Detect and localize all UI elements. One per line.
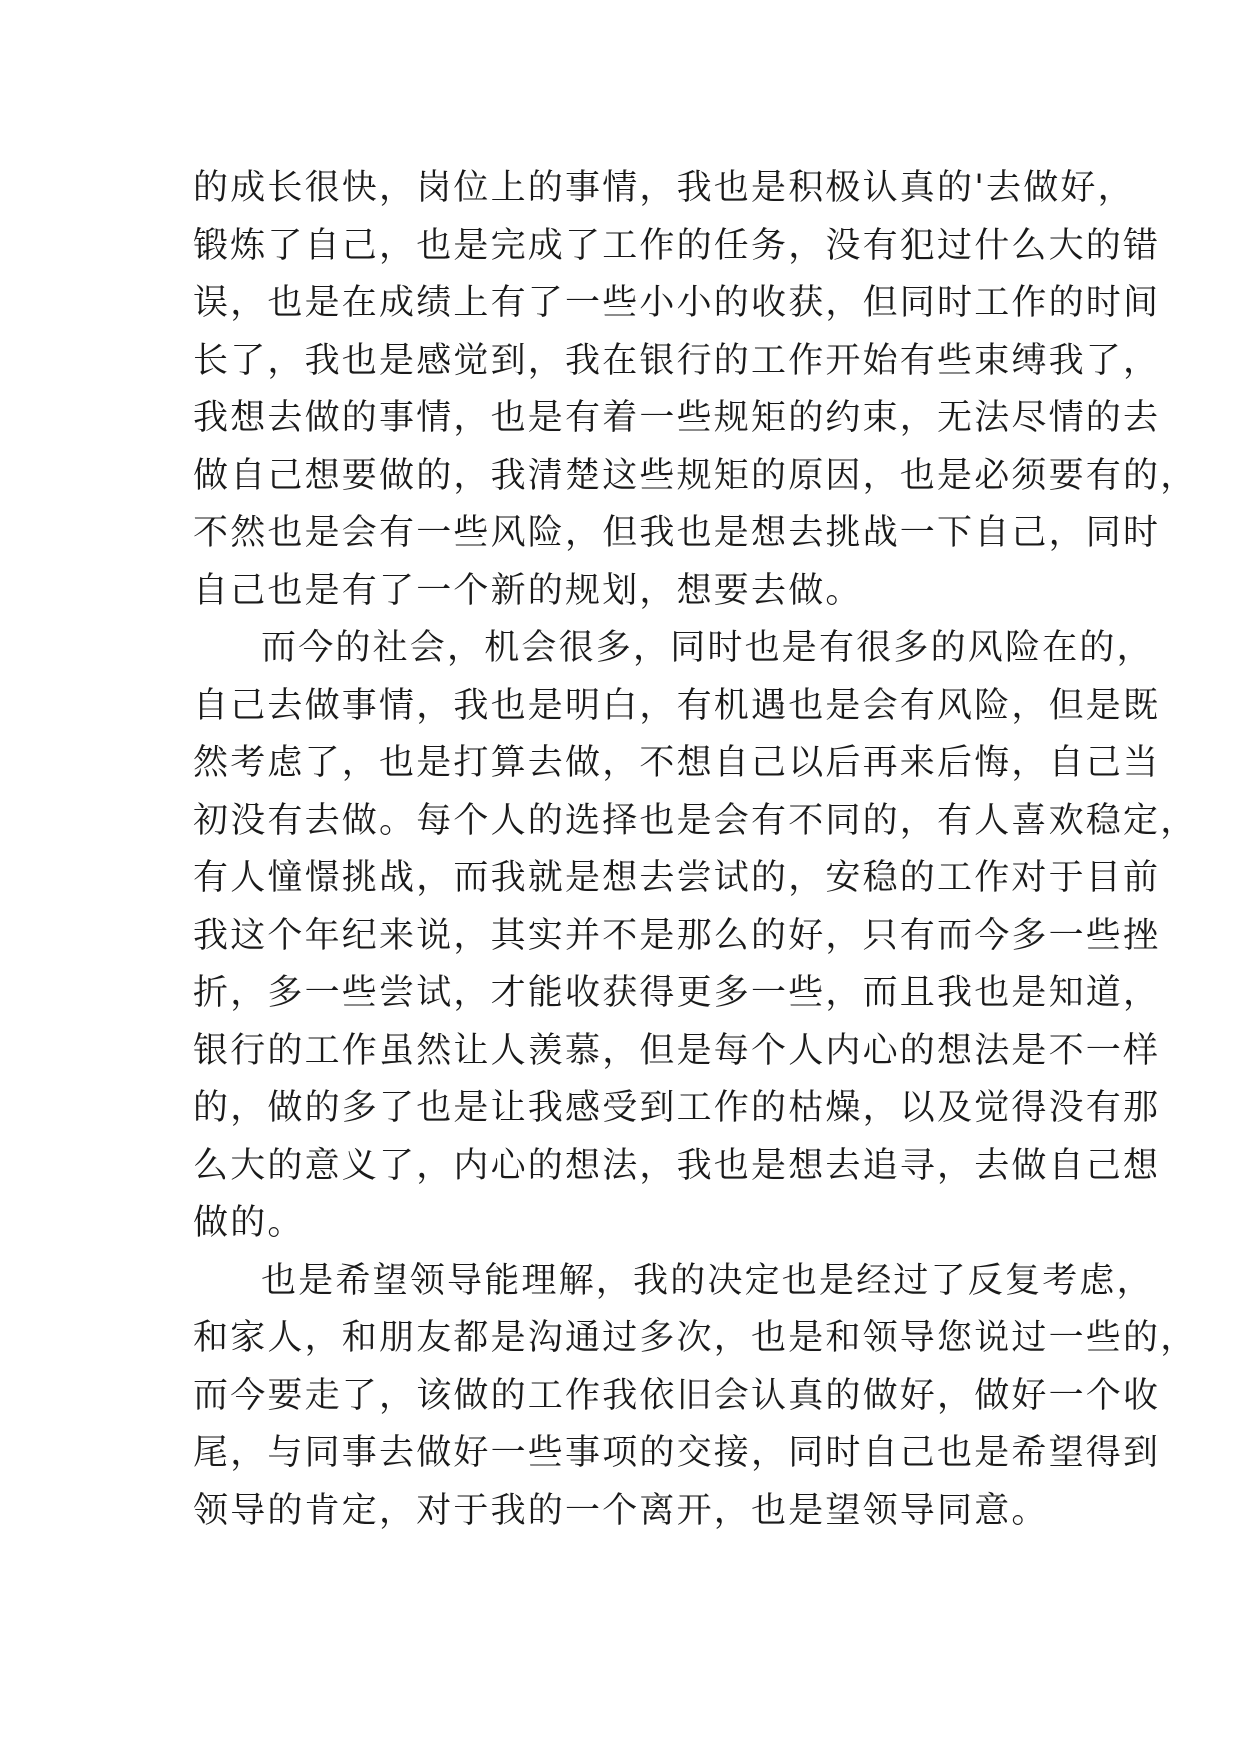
text-line: 尾，与同事去做好一些事项的交接，同时自己也是希望得到 bbox=[193, 1433, 1161, 1473]
text-line: 自己也是有了一个新的规划，想要去做。 bbox=[193, 570, 863, 611]
text-line: 银行的工作虽然让人羡慕，但是每个人内心的想法是不一样 bbox=[193, 1030, 1161, 1071]
text-line: 和家人，和朋友都是沟通过多次，也是和领导您说过一些的， bbox=[193, 1318, 1198, 1358]
text-line: 长了，我也是感觉到，我在银行的工作开始有些束缚我了， bbox=[193, 340, 1161, 381]
text-line: 领导的肯定，对于我的一个离开，也是望领导同意。 bbox=[193, 1490, 1049, 1531]
text-line: 折，多一些尝试，才能收获得更多一些，而且我也是知道， bbox=[193, 973, 1161, 1013]
text-line: 而今的社会，机会很多，同时也是有很多的风险在的， bbox=[261, 628, 1154, 668]
text-line: 的，做的多了也是让我感受到工作的枯燥，以及觉得没有那 bbox=[193, 1088, 1161, 1128]
text-line: 误，也是在成绩上有了一些小小的收获，但同时工作的时间 bbox=[193, 283, 1161, 323]
text-line: 也是希望领导能理解，我的决定也是经过了反复考虑， bbox=[261, 1260, 1154, 1301]
text-line: 然考虑了，也是打算去做，不想自己以后再来后悔，自己当 bbox=[193, 743, 1161, 783]
text-line: 么大的意义了，内心的想法，我也是想去追寻，去做自己想 bbox=[193, 1145, 1161, 1186]
text-line: 我这个年纪来说，其实并不是那么的好，只有而今多一些挫 bbox=[193, 915, 1161, 956]
text-line: 做的。 bbox=[193, 1203, 305, 1243]
text-line: 自己去做事情，我也是明白，有机遇也是会有风险，但是既 bbox=[193, 685, 1161, 726]
text-line: 而今要走了，该做的工作我依旧会认真的做好，做好一个收 bbox=[193, 1375, 1161, 1416]
text-line: 锻炼了自己，也是完成了工作的任务，没有犯过什么大的错 bbox=[193, 225, 1161, 266]
text-line: 有人憧憬挑战，而我就是想去尝试的，安稳的工作对于目前 bbox=[193, 858, 1161, 898]
text-line: 初没有去做。每个人的选择也是会有不同的，有人喜欢稳定， bbox=[193, 800, 1198, 841]
text-line: 的成长很快，岗位上的事情，我也是积极认真的'去做好， bbox=[193, 168, 1135, 208]
text-line: 我想去做的事情，也是有着一些规矩的约束，无法尽情的去 bbox=[193, 398, 1161, 438]
text-line: 做自己想要做的，我清楚这些规矩的原因，也是必须要有的， bbox=[193, 455, 1198, 496]
body-text bbox=[193, 160, 1198, 1540]
text-line: 不然也是会有一些风险，但我也是想去挑战一下自己，同时 bbox=[193, 513, 1161, 553]
